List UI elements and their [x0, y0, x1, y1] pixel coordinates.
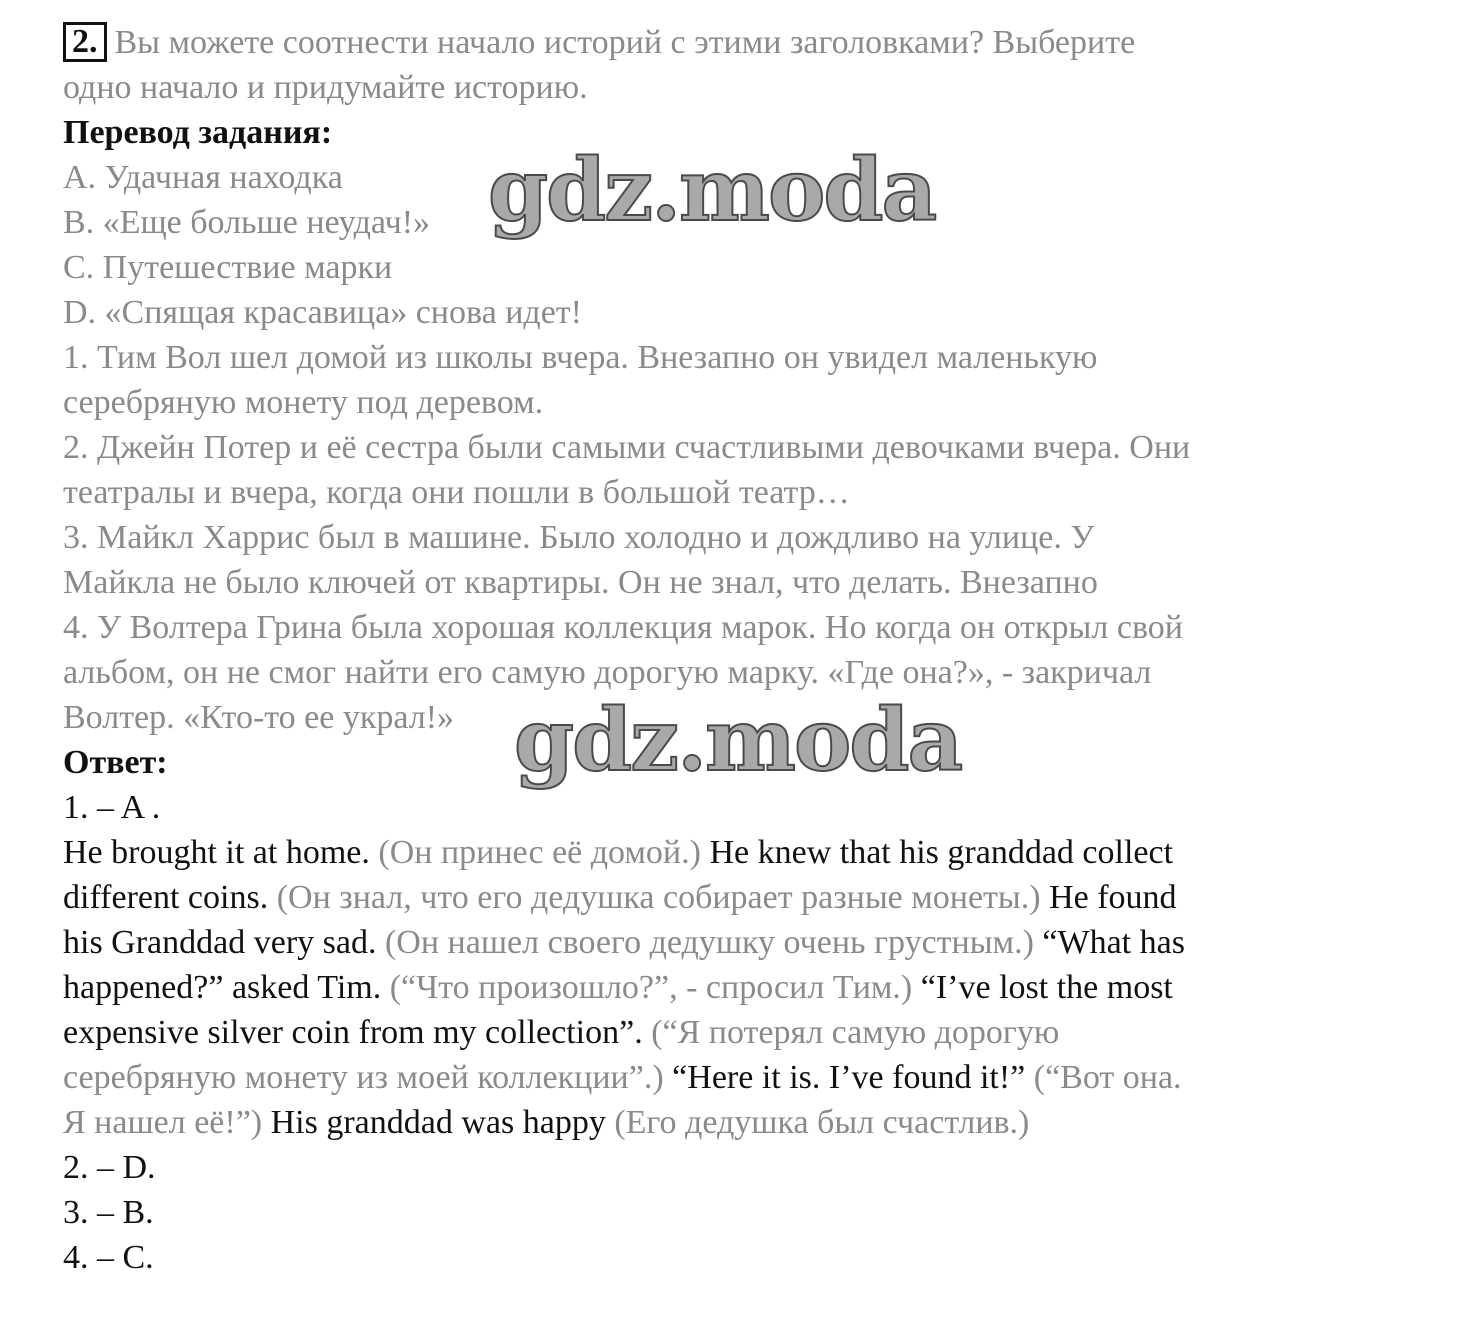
russian-text: (“Вот она. [1033, 1059, 1182, 1096]
answer-text-line [63, 965, 1423, 1010]
russian-text: (Его дедушка был счастлив.) [614, 1104, 1030, 1141]
answer-heading: Ответ: [63, 744, 168, 781]
translation-line: C. Путешествие марки [63, 249, 393, 286]
answer-text-line [63, 830, 1423, 875]
answer-match-3: 3. – B. [63, 1194, 154, 1231]
translation-heading: Перевод задания: [63, 114, 333, 151]
translation-line: D. «Спящая красавица» снова идет! [63, 294, 582, 331]
english-text: his Granddad very sad. [63, 924, 377, 961]
answer-text-line [63, 875, 1423, 920]
russian-text: серебряную монету из моей коллекции”.) [63, 1059, 664, 1096]
translation-line: серебряную монету под деревом. [63, 384, 544, 421]
watermark-logo: gdz.moda [514, 690, 962, 791]
translation-line: 1. Тим Вол шел домой из школы вчера. Внезапно он увидел маленькую [63, 339, 1098, 376]
english-text: “I’ve lost the most [920, 969, 1173, 1006]
task-question: Вы можете соотнести начало историй с этими заголовками? Выберите [114, 24, 1136, 61]
translation-line: A. Удачная находка [63, 159, 343, 196]
task-number: 2. [63, 22, 107, 62]
russian-text: (“Я потерял самую дорогую [651, 1014, 1060, 1051]
answer-text-line [63, 1055, 1423, 1100]
answer-text-line [63, 1010, 1423, 1055]
answer-match-2: 2. – D. [63, 1149, 156, 1186]
translation-line: 4. У Волтера Грина была хорошая коллекция марок. Но когда он открыл свой [63, 609, 1183, 646]
english-text: His granddad was happy [270, 1104, 606, 1141]
english-text: He knew that his granddad collect [709, 834, 1174, 871]
english-text: “What has [1042, 924, 1185, 961]
task-line-1 [63, 20, 1423, 65]
answer-text-line [63, 1100, 1423, 1145]
translation-line: Майкла не было ключей от квартиры. Он не знал, что делать. Внезапно [63, 564, 1098, 601]
english-text: different coins. [63, 879, 269, 916]
translation-line: альбом, он не смог найти его самую дорогую марку. «Где она?», - закричал [63, 654, 1152, 691]
watermark-logo: gdz.moda [488, 140, 936, 241]
russian-text: Я нашел её!”) [63, 1104, 263, 1141]
task-line-2: одно начало и придумайте историю. [63, 69, 588, 106]
answer-text-line [63, 920, 1423, 965]
translation-line: 3. Майкл Харрис был в машине. Было холодно и дождливо на улице. У [63, 519, 1095, 556]
english-text: He brought it at home. [63, 834, 370, 871]
answer-match-4: 4. – C. [63, 1239, 154, 1276]
english-text: expensive silver coin from my collection”. [63, 1014, 643, 1051]
russian-text: (Он принес её домой.) [378, 834, 701, 871]
translation-line: Волтер. «Кто-то ее украл!» [63, 699, 455, 736]
english-text: He found [1049, 879, 1177, 916]
translation-line: B. «Еще больше неудач!» [63, 204, 431, 241]
answer-match-1: 1. – A . [63, 789, 161, 826]
russian-text: (Он нашел своего дедушку очень грустным.) [384, 924, 1034, 961]
russian-text: (“Что произошло?”, - спросил Тим.) [389, 969, 913, 1006]
translation-line: 2. Джейн Потер и её сестра были самыми счастливыми девочками вчера. Они [63, 429, 1191, 466]
translation-line: театралы и вчера, когда они пошли в большой театр… [63, 474, 850, 511]
english-text: happened?” asked Tim. [63, 969, 382, 1006]
russian-text: (Он знал, что его дедушка собирает разные монеты.) [276, 879, 1041, 916]
english-text: “Here it is. I’ve found it!” [672, 1059, 1026, 1096]
